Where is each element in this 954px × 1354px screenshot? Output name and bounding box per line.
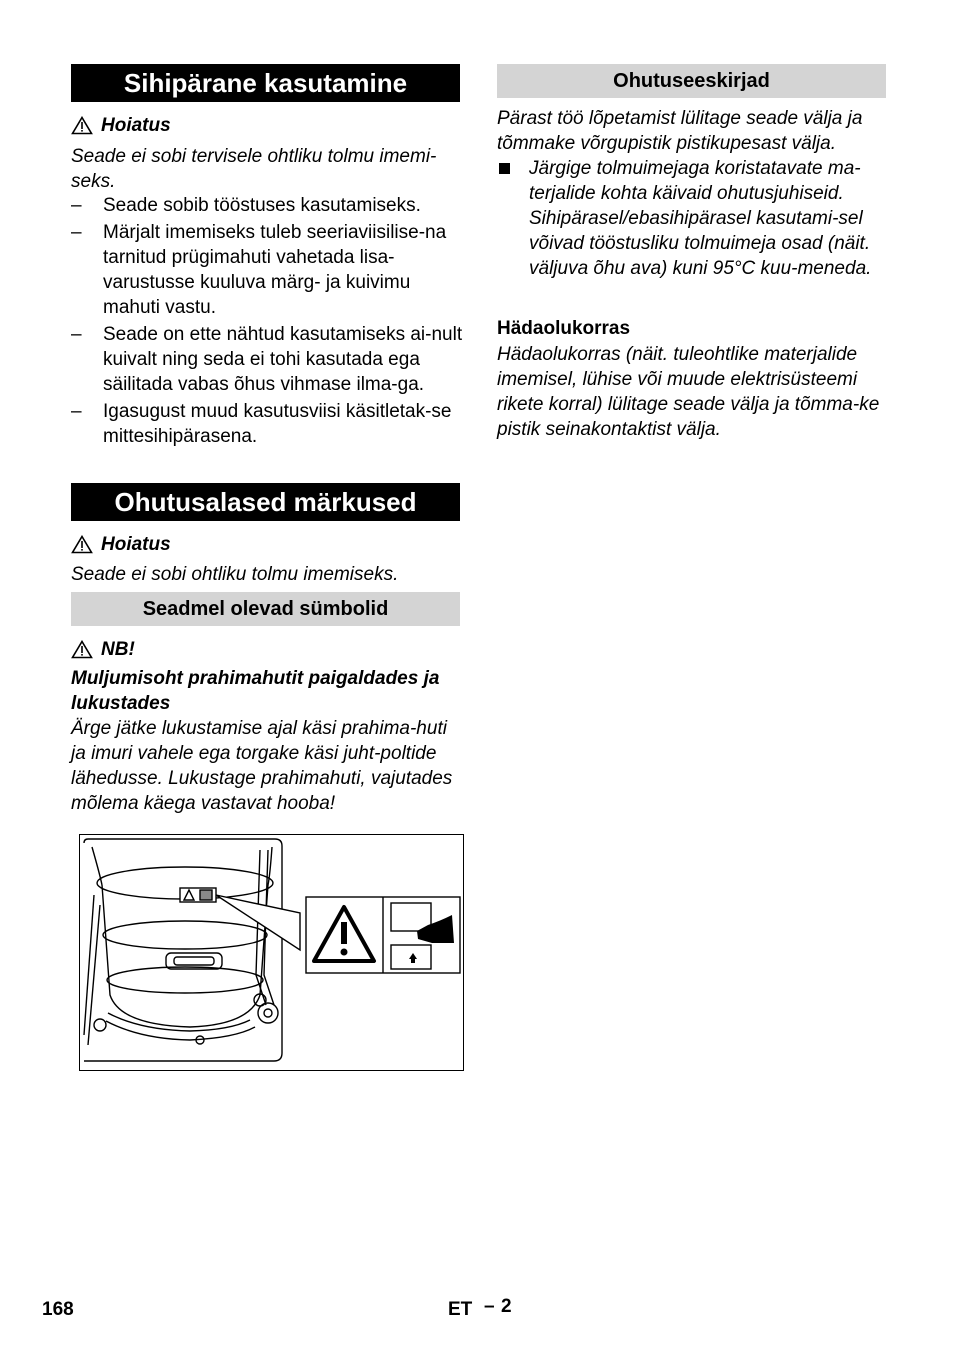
note-header [71, 637, 135, 662]
emergency-title: Hädaolukorras [497, 318, 631, 339]
warning-label: Hoiatus [101, 115, 171, 136]
warning-header-2 [71, 532, 171, 557]
emergency-text: Hädaolukorras (näit. tuleohtlike materjalide imemisel, lühise või muude elektrisüsteemi rikete korral) lülitage seade välja ja tõmma-ke pistik seinakontaktist välja. [497, 344, 880, 440]
warning-text-1: Seade ei sobi tervisele ohtliku tolmu imemi-seks. [71, 146, 437, 192]
figure-bin-lock [79, 834, 464, 1071]
warning-header-1 [71, 113, 171, 138]
list-item: – Märjalt imemiseks tuleb seeriaviisilise-na tarnitud prügimahuti vahetada lisa-varustusse kuuluva märg- ja kuivimu mahuti vastu. [71, 222, 447, 318]
list-item: – Seade sobib tööstuses kasutamiseks. [71, 195, 421, 216]
warning-triangle-icon [71, 116, 93, 135]
list-item: Järgige tolmuimejaga koristatavate ma-terjalide kohta käivaid ohutusjuhiseid. Sihipärasel/ebasihipärasel kasutami-sel võivad tööstusliku tolmuimeja osad (näit. väljuva õhu ava) kuni 95°C kuu-meneda. [497, 156, 889, 281]
subheading-symbols: Seadmel olevad sümbolid [71, 592, 460, 626]
heading-safety: Ohutusalased märkused [71, 483, 460, 521]
warning-text-2: Seade ei sobi ohtliku tolmu imemiseks. [71, 564, 399, 585]
safety-intro: Pärast töö lõpetamist lülitage seade välja ja tõmmake võrgupistik pistikupesast välja. [497, 108, 863, 154]
safety-bullets [497, 156, 889, 281]
list-item: – Igasugust muud kasutusviisi käsitletak-se mittesihipärasena. [71, 401, 452, 447]
note-title: Muljumisoht prahimahutit paigaldades ja lukustades [71, 668, 440, 714]
heading-safety-rules: Ohutuseeskirjad [497, 64, 886, 98]
note-label: NB! [101, 639, 135, 660]
list-item: – Seade on ette nähtud kasutamiseks ai-nult kuivalt ning seda ei tohi kasutada ega säilitada vabas õhus vihmase ilma-ga. [71, 324, 463, 395]
note-text: Ärge jätke lukustamise ajal käsi prahima-huti ja imuri vahele ega torgake käsi juht-poltide lähedusse. Lukustage prahimahuti, vajutades mõlema käega vastavat hooba! [71, 718, 453, 814]
square-bullet-icon [499, 163, 510, 174]
page-number: 168 [42, 1299, 74, 1320]
footer-sub-page: 2 [501, 1296, 512, 1317]
footer-lang: ET [448, 1299, 473, 1320]
warning-triangle-icon [71, 535, 93, 554]
usage-list [71, 193, 463, 451]
warning-label: Hoiatus [101, 534, 171, 555]
footer-dash: – [484, 1296, 495, 1317]
vacuum-bin-illustration [80, 835, 463, 1070]
heading-intended-use: Sihipärane kasutamine [71, 64, 460, 102]
warning-triangle-icon [71, 640, 93, 659]
